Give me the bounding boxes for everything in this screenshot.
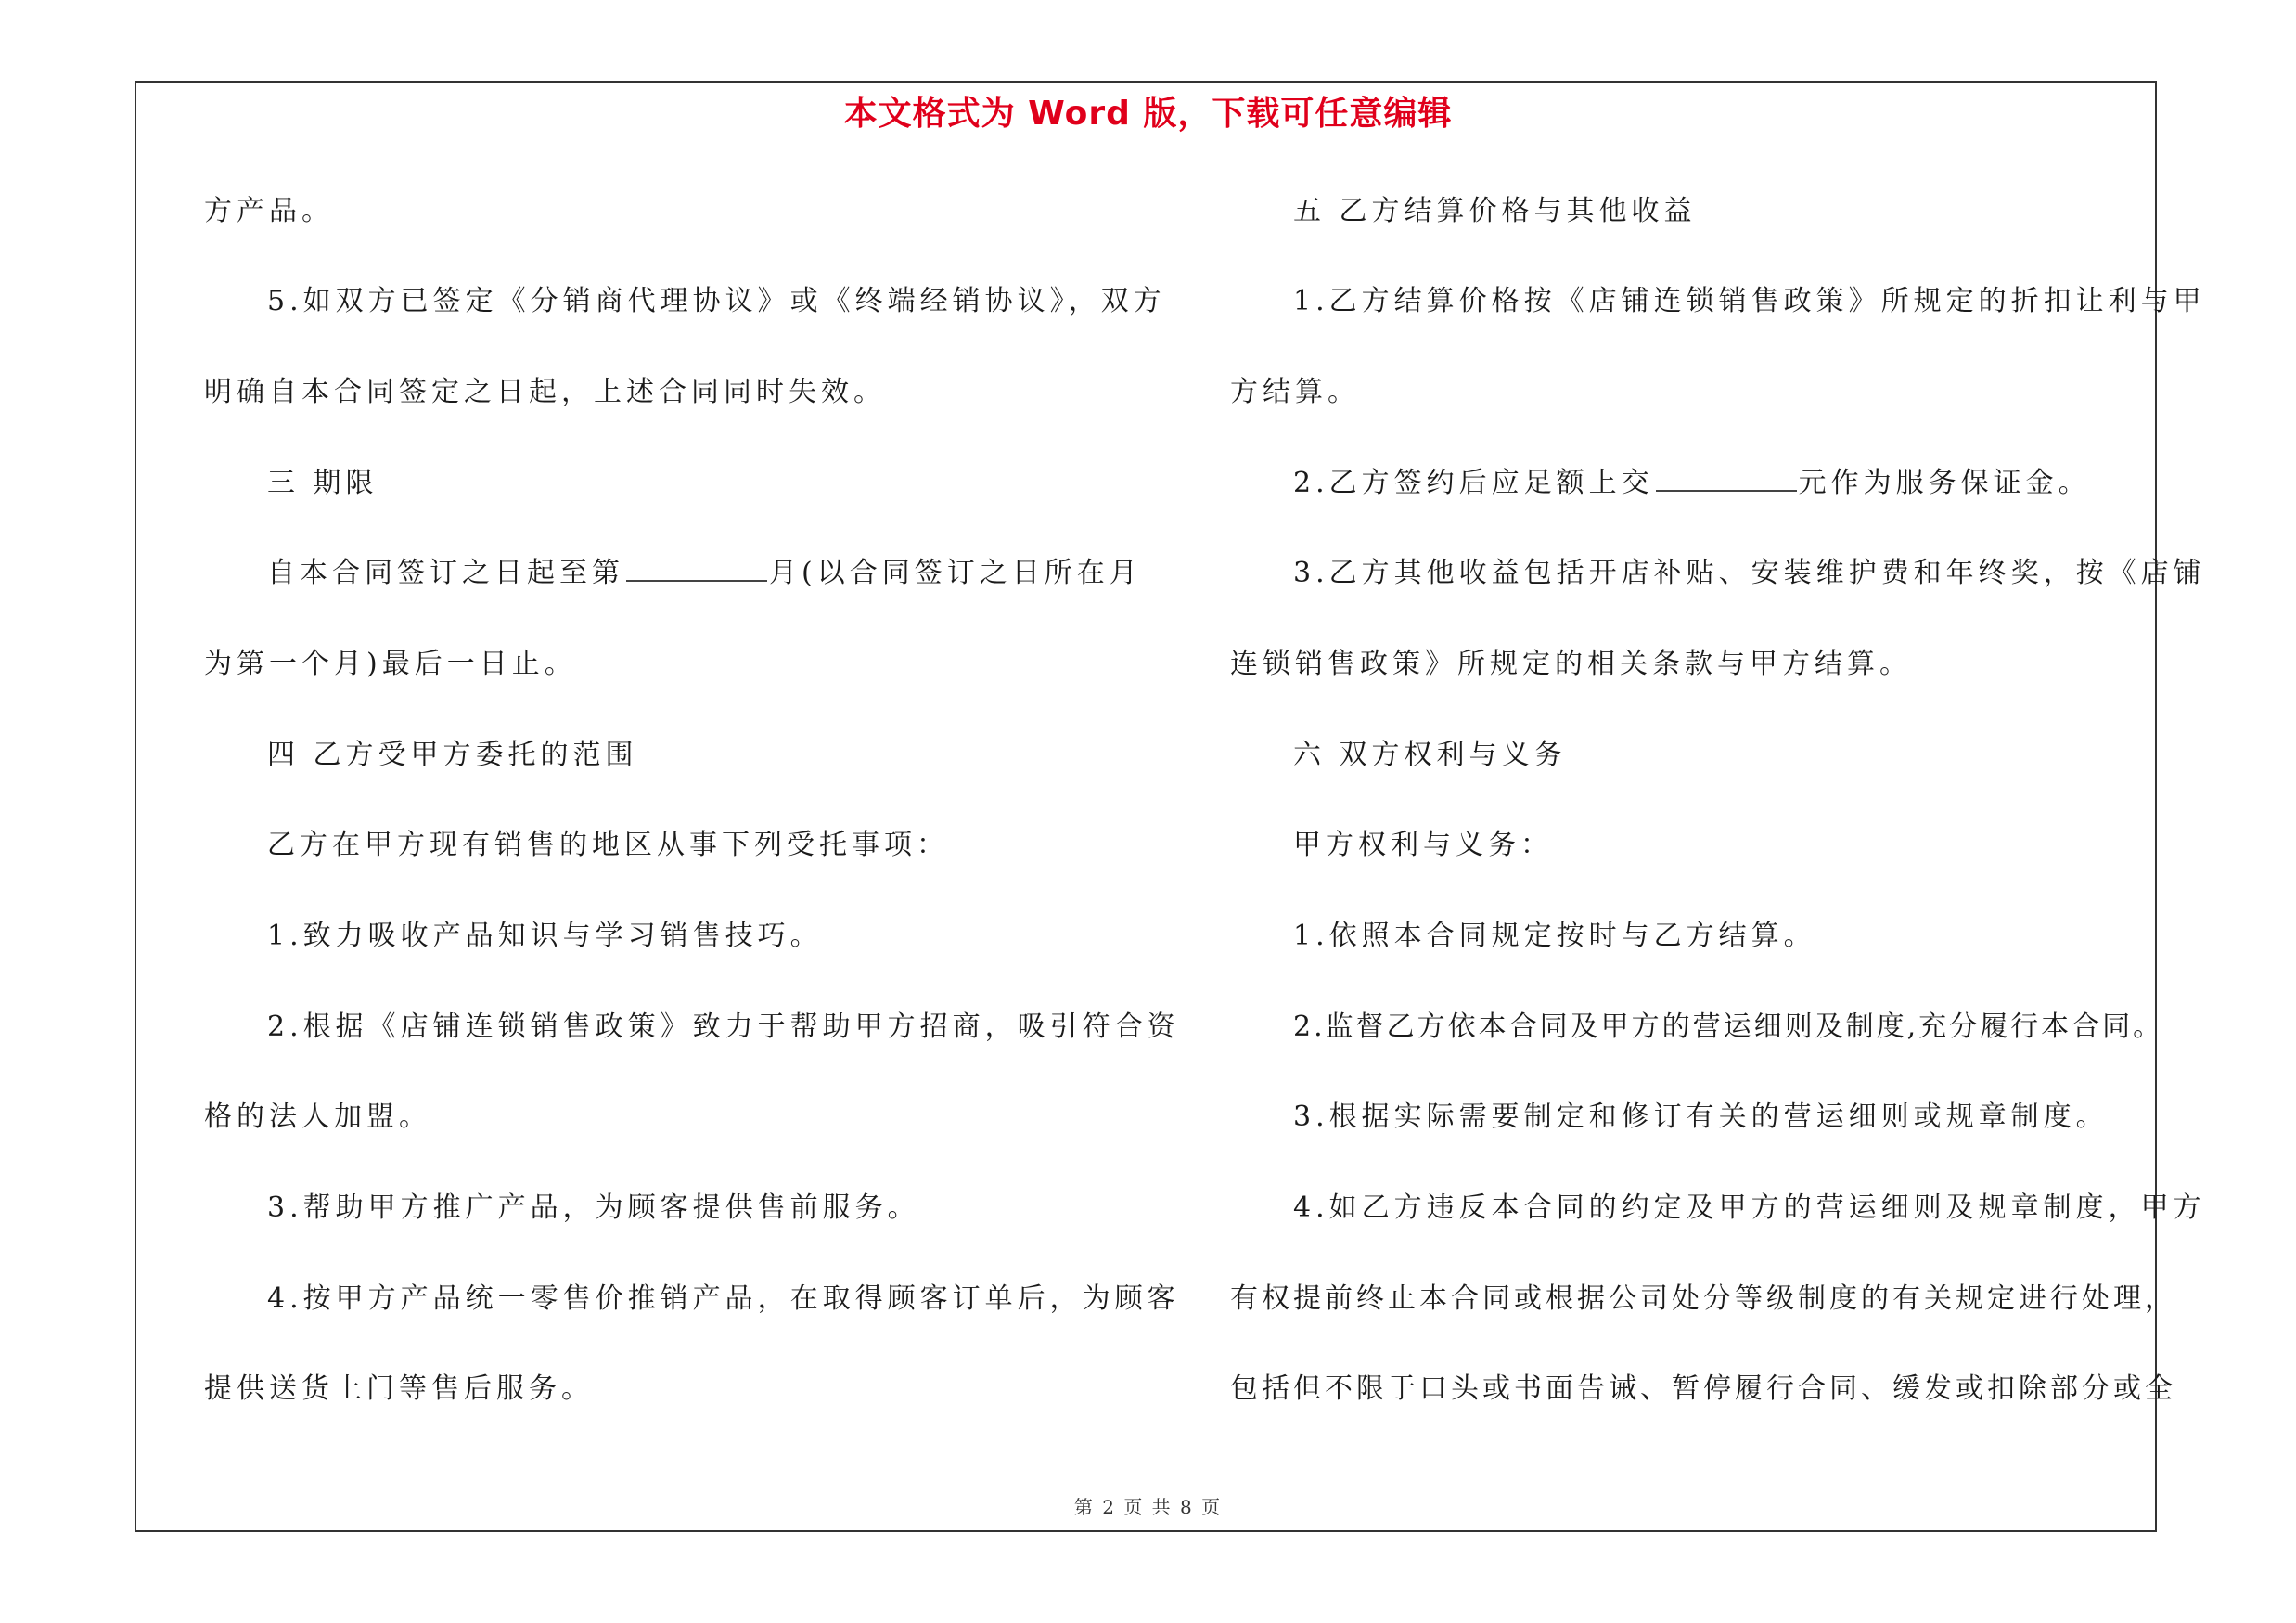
paragraph-line: 2.根据《店铺连锁销售政策》致力于帮助甲方招商，吸引符合资 [267,1011,1180,1043]
fill-in-blank [626,558,767,582]
paragraph-line: 自本合同签订之日起至第 月(以合同签订之日所在月 [267,557,1142,589]
paragraph-line: 2.监督乙方依本合同及甲方的营运细则及制度,充分履行本合同。 [1293,1011,2164,1043]
paragraph-line: 1.致力吸收产品知识与学习销售技巧。 [267,920,823,952]
paragraph-line: 1.依照本合同规定按时与乙方结算。 [1293,920,1816,952]
paragraph-line: 明确自本合同签定之日起，上述合同同时失效。 [204,376,886,408]
paragraph-line: 格的法人加盟。 [204,1101,431,1133]
paragraph-line: 4.按甲方产品统一零售价推销产品，在取得顾客订单后，为顾客 [267,1282,1180,1315]
paragraph-line: 3.乙方其他收益包括开店补贴、安装维护费和年终奖，按《店铺 [1293,557,2206,589]
paragraph-line: 包括但不限于口头或书面告诫、暂停履行合同、缓发或扣除部分或全 [1230,1372,2176,1405]
paragraph-line: 3.帮助甲方推广产品，为顾客提供售前服务。 [267,1191,920,1224]
fill-in-blank [1656,468,1797,492]
section-heading-settlement: 五 乙方结算价格与其他收益 [1293,195,1697,227]
format-banner: 本文格式为 Word 版，下载可任意编辑 [843,95,1453,133]
paragraph-line: 有权提前终止本合同或根据公司处分等级制度的有关规定进行处理， [1230,1282,2176,1315]
paragraph-line: 为第一个月)最后一日止。 [204,648,577,680]
section-heading-scope: 四 乙方受甲方委托的范围 [267,739,638,771]
paragraph-line: 4.如乙方违反本合同的约定及甲方的营运细则及规章制度，甲方 [1293,1191,2206,1224]
paragraph-line: 方产品。 [204,195,334,227]
paragraph-line: 乙方在甲方现有销售的地区从事下列受托事项： [267,829,949,861]
paragraph-line: 提供送货上门等售后服务。 [204,1372,594,1405]
paragraph-line: 1.乙方结算价格按《店铺连锁销售政策》所规定的折扣让利与甲 [1293,285,2206,317]
paragraph-line: 甲方权利与义务： [1293,829,1553,861]
section-heading-rights: 六 双方权利与义务 [1293,739,1567,771]
paragraph-line: 连锁销售政策》所规定的相关条款与甲方结算。 [1230,648,1912,680]
paragraph-line: 方结算。 [1230,376,1360,408]
page-number: 第 2 页 共 8 页 [1073,1496,1223,1518]
section-heading-term: 三 期限 [267,467,378,499]
paragraph-line: 5.如双方已签定《分销商代理协议》或《终端经销协议》，双方 [267,285,1166,317]
paragraph-line: 3.根据实际需要制定和修订有关的营运细则或规章制度。 [1293,1101,2109,1133]
paragraph-line: 2.乙方签约后应足额上交 元作为服务保证金。 [1293,467,2091,499]
